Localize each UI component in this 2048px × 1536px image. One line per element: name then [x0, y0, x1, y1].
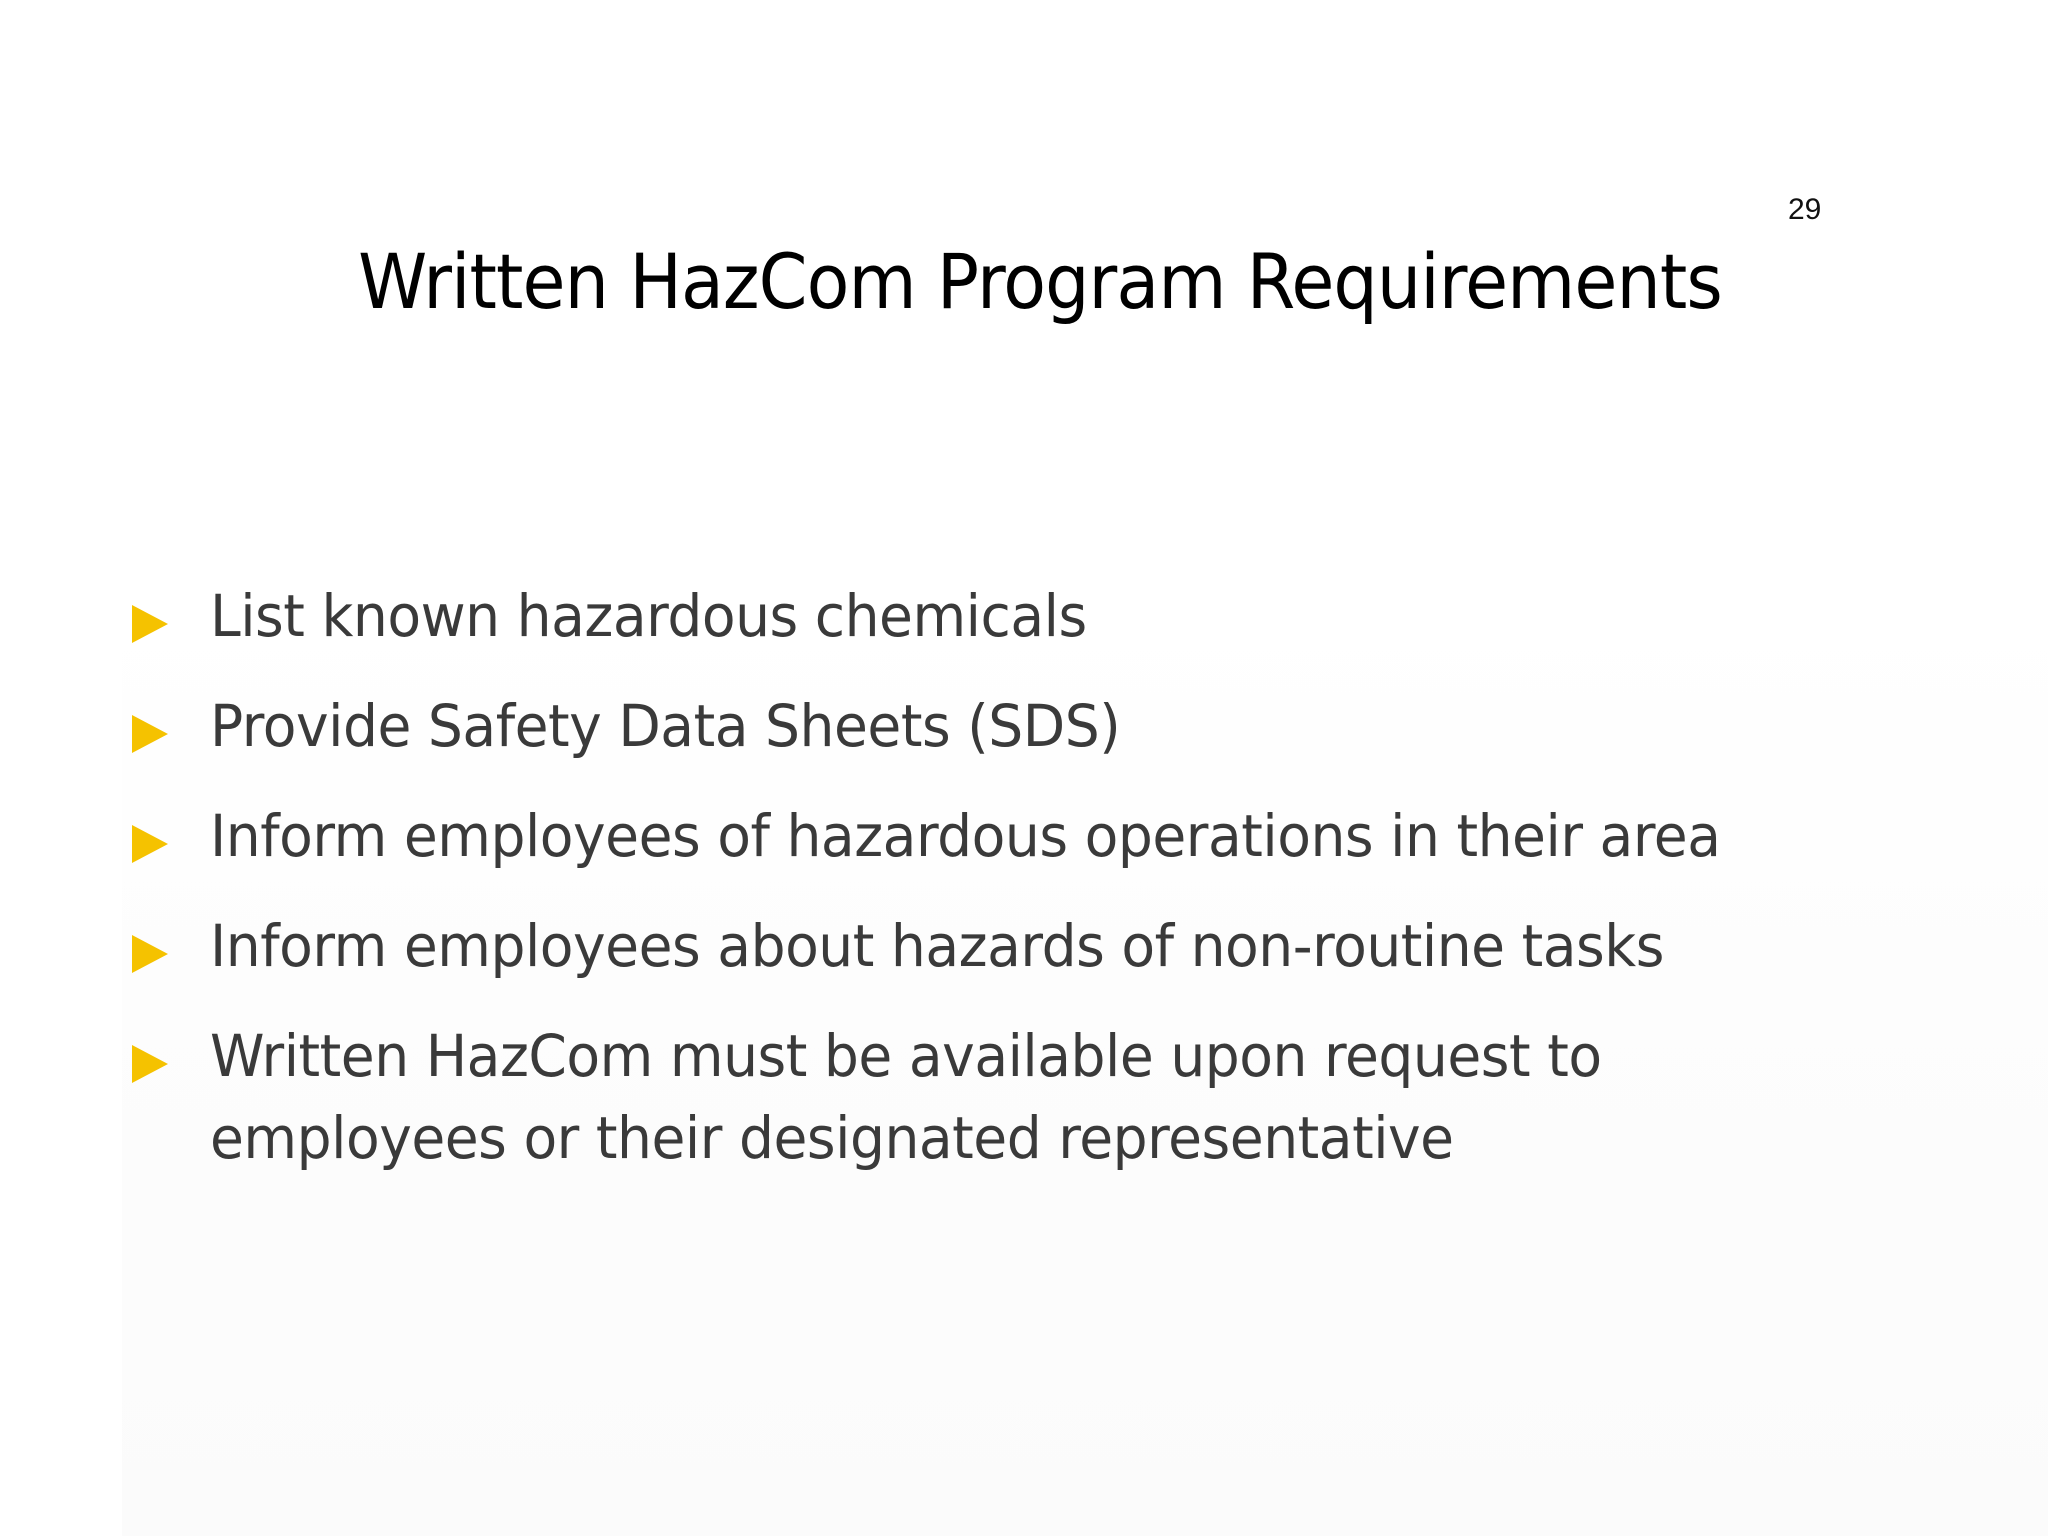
page-number: 29 — [1788, 193, 1822, 226]
yellow-triangle-right-icon — [132, 605, 168, 643]
bullet-item-availability — [132, 1015, 1952, 1179]
bullet-text: Provide Safety Data Sheets (SDS) — [210, 692, 1121, 760]
bullet-list — [132, 575, 1952, 1207]
bullet-item-list-chemicals — [132, 575, 1952, 657]
bullet-item-inform-nonroutine — [132, 905, 1952, 987]
bullet-item-provide-sds — [132, 685, 1952, 767]
yellow-triangle-right-icon — [132, 715, 168, 753]
bullet-item-inform-operations — [132, 795, 1952, 877]
yellow-triangle-right-icon — [132, 825, 168, 863]
yellow-triangle-right-icon — [132, 935, 168, 973]
bullet-text: Written HazCom must be available upon request to employees or their designated representative — [210, 1022, 1602, 1172]
bullet-text: Inform employees about hazards of non-routine tasks — [210, 912, 1664, 980]
slide-title: Written HazCom Program Requirements — [358, 237, 1722, 326]
yellow-triangle-right-icon — [132, 1045, 168, 1083]
bullet-text: Inform employees of hazardous operations in their area — [210, 802, 1721, 870]
bullet-text: List known hazardous chemicals — [210, 582, 1087, 650]
